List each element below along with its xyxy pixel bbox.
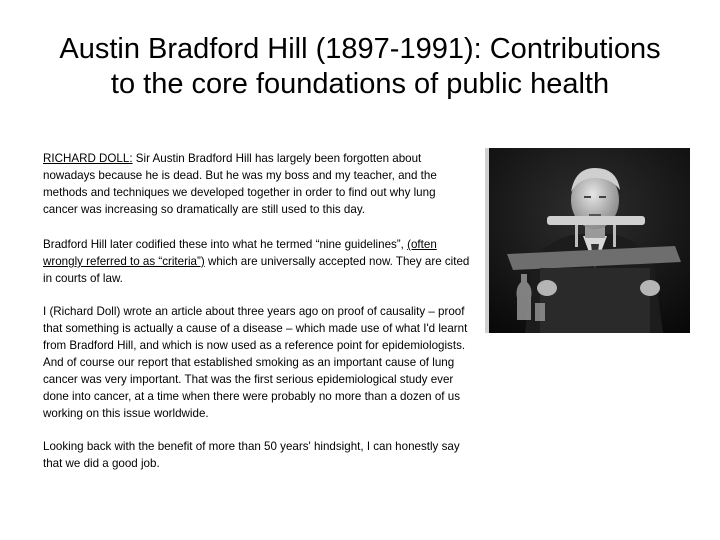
- paragraph-4: Looking back with the benefit of more than 50 years' hindsight, I can honestly say that we did a good job.: [43, 440, 460, 470]
- paragraph-2: [43, 236, 473, 287]
- portrait-photo: [485, 148, 690, 333]
- speaker-label: RICHARD DOLL:: [43, 152, 133, 165]
- body-text: [43, 150, 473, 488]
- slide-title: [20, 32, 700, 102]
- paragraph-3: I (Richard Doll) wrote an article about three years ago on proof of causality – proof that something is actually a cause of a disease – which made use of what I'd learnt from Bradford Hill, and which is now used as a reference point for epidemiologists. And of course our report that established smoking as an important cause of lung cancer was very important. That was the first serious epidemiological study ever done into cancer, at a time when there were probably no more than a dozen of us working on this issue worldwide.: [43, 305, 468, 420]
- paragraph-1: [43, 150, 473, 218]
- paragraph-1-text: Sir Austin Bradford Hill has largely been forgotten about nowadays because he is dead. But he was my boss and my teacher, and the methods and techniques we developed together in order to find out why lung cancer was increasing so dramatically are still used to this day.: [43, 152, 437, 216]
- title-line-1: Austin Bradford Hill (1897-1991): Contributions: [59, 33, 661, 65]
- portrait-photo-icon: [485, 148, 690, 333]
- paragraph-2-underlined: (often wrongly referred to as “criteria”): [43, 238, 437, 268]
- paragraph-2-text-after: which are universally accepted now. They are cited in courts of law.: [43, 255, 470, 285]
- paragraph-2-text-before: Bradford Hill later codified these into what he termed “nine guidelines”,: [43, 238, 408, 251]
- title-line-2: to the core foundations of public health: [110, 68, 610, 100]
